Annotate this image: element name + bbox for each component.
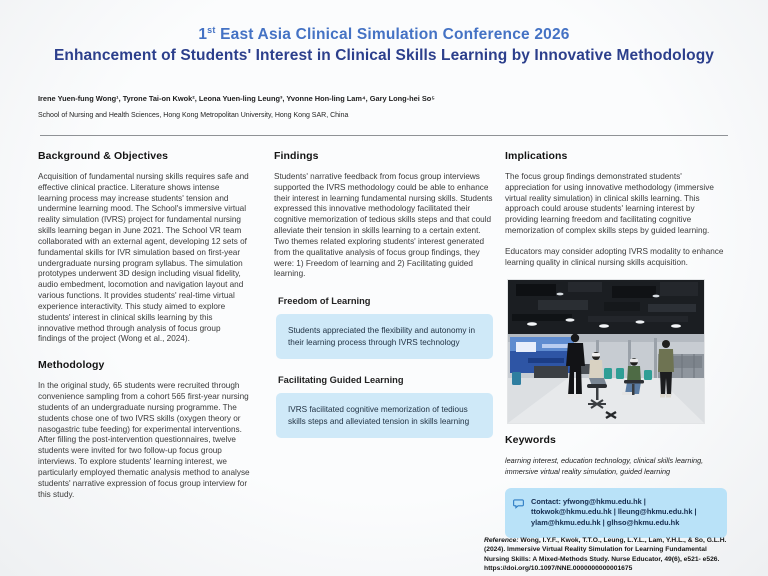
methodology-heading: Methodology xyxy=(38,359,105,372)
column-findings xyxy=(274,150,493,442)
affiliation-line: School of Nursing and Health Sciences, Hong Kong Metropolitan University, Hong Kong SAR, China xyxy=(38,112,349,119)
authors-line: Irene Yuen-fung Wong¹, Tyrone Tai-on Kwok², Leona Yuen-ling Leung³, Yvonne Hon-ling Lam⁴, Gary Long-hei So⁵ xyxy=(38,94,435,103)
speech-bubble-icon xyxy=(513,498,524,509)
column-background-methodology xyxy=(38,150,250,510)
implications-heading: Implications xyxy=(505,150,568,162)
contact-label: Contact: xyxy=(531,496,561,506)
conference-name: East Asia Clinical Simulation Conference 2026 xyxy=(215,26,570,44)
reference-text xyxy=(484,536,730,573)
theme2-title: Facilitating Guided Learning xyxy=(278,375,404,386)
implications-para1: The focus group findings demonstrated students' appreciation for using innovative methodology (immersive virtual reality simulation) in clinical skills learning. This approach could arouse students' learning interest by providing learning freedom and facilitating cognitive memorization of complex skills steps by guided learning. xyxy=(505,172,714,236)
keywords-text: learning interest, education technology, clinical skills learning, immersive virtual reality simulation, guided learning xyxy=(505,455,704,476)
theme1-title: Freedom of Learning xyxy=(278,296,371,307)
contact-emails: yfwong@hkmu.edu.hk | ttokwok@hkmu.edu.hk | lleung@hkmu.edu.hk | ylam@hkmu.edu.hk | glhso@hkmu.edu.hk xyxy=(531,496,697,527)
conference-number: 1 xyxy=(198,26,208,44)
column-implications-keywords xyxy=(505,150,728,538)
conference-title xyxy=(0,25,768,44)
findings-heading: Findings xyxy=(274,150,319,162)
theme1-quote-box: Students appreciated the flexibility and autonomy in their learning process through IVRS technology xyxy=(276,314,493,359)
background-heading: Background & Objectives xyxy=(38,150,169,162)
poster-title: Enhancement of Students' Interest in Clinical Skills Learning by Innovative Methodology xyxy=(53,47,715,64)
reference-body: Wong, I.Y.F., Kwok, T.T.O., Leung, L.Y.L., Lam, Y.H.L., & So, G.L.H. (2024). Immersive Virtual Reality Simulation for Learning Fundamental Nursing Skills: A Mixed-Methods Study. Nurse Educator, 49(6), e521- e526. https://doi.org/10.1097/NNE.0000000000001675 xyxy=(484,537,727,572)
theme2-quote-box: IVRS facilitated cognitive memorization of tedious skills steps and alleviated tension in skills learning xyxy=(276,393,493,438)
conference-ordinal: st xyxy=(207,25,216,35)
findings-text: Students' narrative feedback from focus group interviews supported the IVRS methodology could be able to enhance their interest in learning fundamental nursing skills. Students expressed this innovative methodology facilitated their cognitive memorization of tedious skills steps and that could alleviate their tension in skills learning to a certain extent. Two themes related exploring students' interest generated from the qualitative analysis of focus group findings, they were: 1) Freedom of learning and 2) Facilitating guided learning. xyxy=(274,172,493,279)
contact-text xyxy=(531,497,717,529)
background-text: Acquisition of fundamental nursing skills requires safe and effective clinical practice. Literature shows intense learning process may increase students' tension and undermine learning mood. The School's immersive virtual reality simulation (IVRS) project for fundamental nursing skills learning began in June 2021. The School VR team collaborated with an external agent, developing 12 sets of fundamental skills for IVR simulation based on first-year undergraduate nursing program syllabus. The simulation prototypes underwent 3D design including visual fidelity, audio embedment, locomotion and navigation layout and various functions. It provides students' real-time virtual experience interactivity. This study aimed to explore students' interest in clinical skills learning by this innovative method through analysis of focus group findings of the project (Wong et al., 2024). xyxy=(38,172,249,344)
header-divider xyxy=(40,135,728,136)
methodology-text: In the original study, 65 students were recruited through convenience sampling from a cohort 565 first-year nursing students of an undergraduate nursing programme. The students chose one of two IVRS skills (oxygen theory or nasogastric tube feeding) for experimental interventions. After filling the post-intervention questionnaires, twelve students were invited for two follow-up focus group interviews. To explore students' learning interest, we particularly employed thematic analysis method to analyse students' narrative expression of focus group interview for this study. xyxy=(38,381,250,499)
reference-label: Reference: xyxy=(484,537,519,544)
keywords-heading: Keywords xyxy=(505,433,556,446)
vr-lab-photo xyxy=(507,279,705,424)
contact-box xyxy=(505,488,727,538)
implications-para2: Educators may consider adopting IVRS modality to enhance learning quality in clinical nursing skills acquisition. xyxy=(505,246,724,267)
